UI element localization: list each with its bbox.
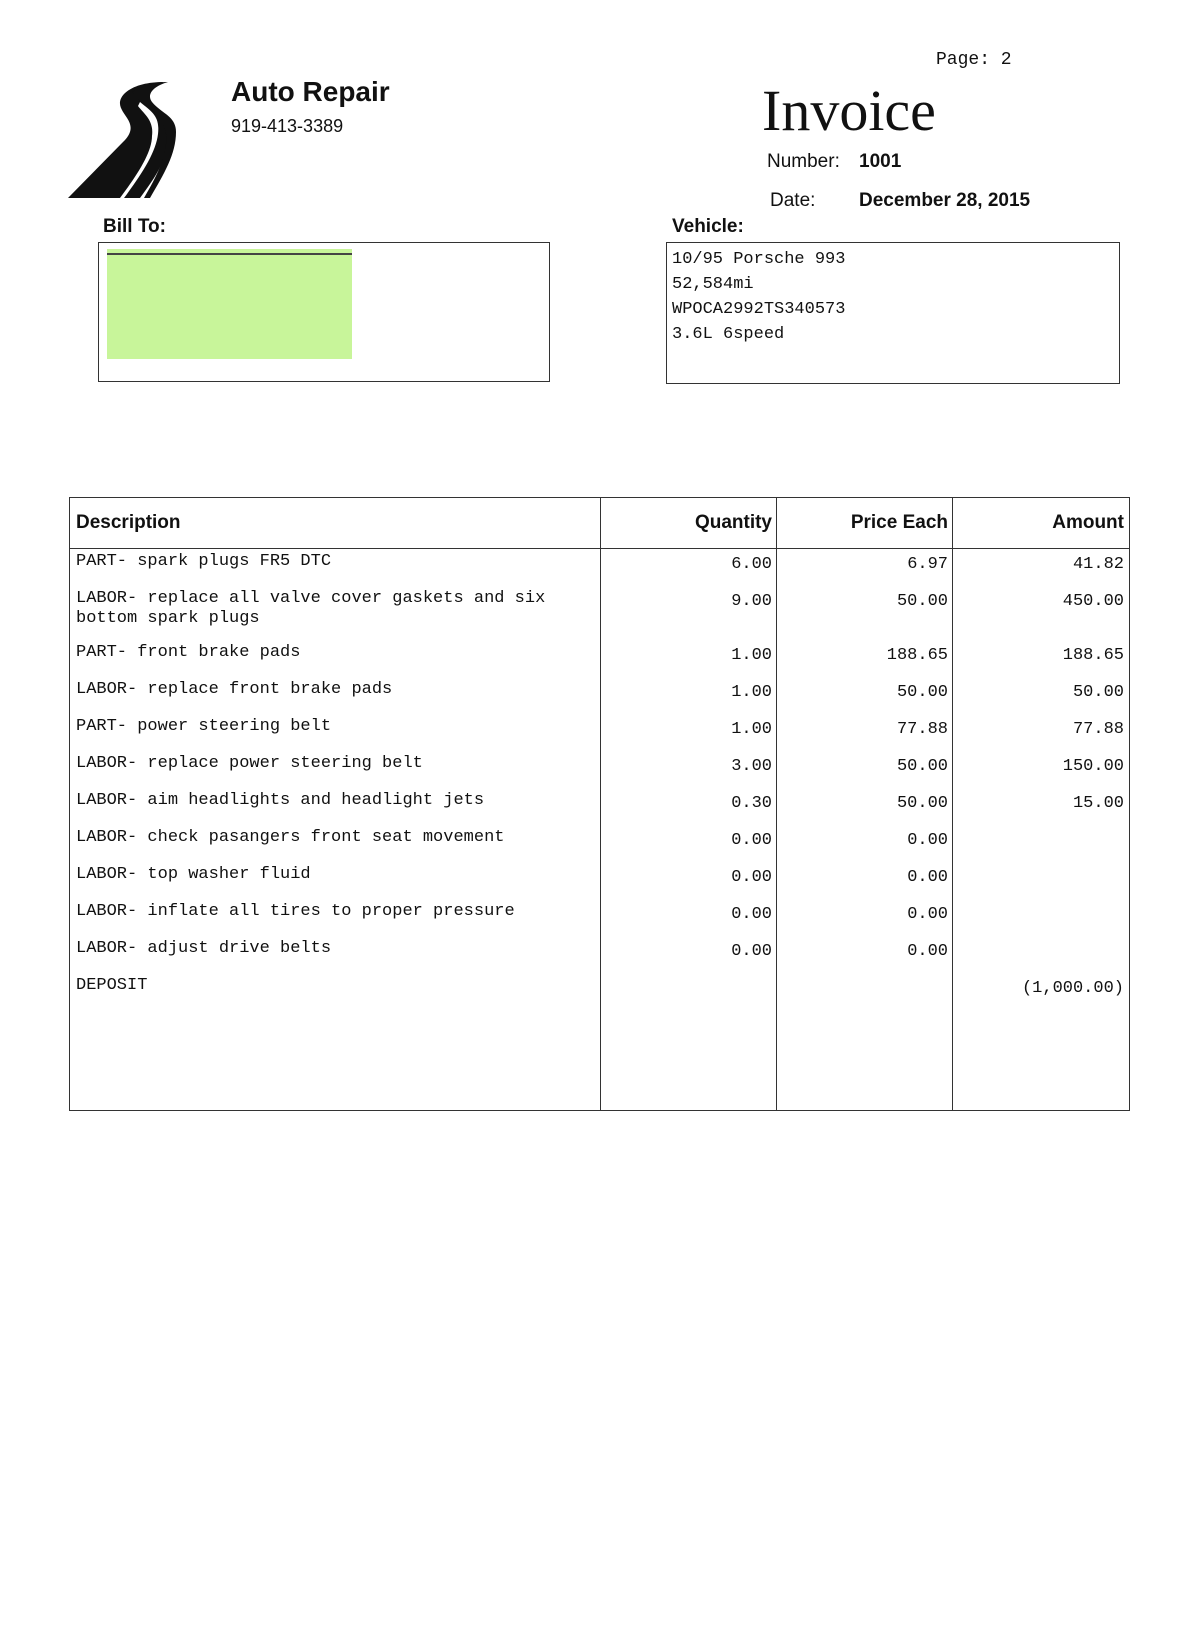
row-amount: 188.65 xyxy=(1062,646,1124,665)
header-divider xyxy=(70,548,1129,549)
row-quantity: 0.00 xyxy=(731,831,772,850)
row-price-each: 50.00 xyxy=(896,757,948,776)
row-amount: 50.00 xyxy=(1072,683,1124,702)
row-description: LABOR- replace all valve cover gaskets and six bottom spark plugs xyxy=(76,589,556,628)
row-amount: 41.82 xyxy=(1072,555,1124,574)
road-logo-icon xyxy=(68,82,212,198)
row-quantity: 1.00 xyxy=(731,683,772,702)
row-quantity: 0.00 xyxy=(731,868,772,887)
row-quantity: 0.00 xyxy=(731,905,772,924)
header-price-each: Price Each xyxy=(850,512,948,533)
vehicle-vin: WPOCA2992TS340573 xyxy=(672,300,846,319)
row-description: LABOR- aim headlights and headlight jets xyxy=(76,791,485,810)
row-price-each: 50.00 xyxy=(896,683,948,702)
row-description: LABOR- top washer fluid xyxy=(76,865,311,884)
page-number: Page: 2 xyxy=(936,50,1012,70)
bill-to-label: Bill To: xyxy=(103,216,166,237)
row-price-each: 0.00 xyxy=(907,905,948,924)
column-divider xyxy=(600,498,601,1110)
vehicle-box xyxy=(666,242,1120,384)
row-amount: (1,000.00) xyxy=(1021,979,1124,998)
row-price-each: 77.88 xyxy=(896,720,948,739)
header-quantity: Quantity xyxy=(694,512,772,533)
row-quantity: 3.00 xyxy=(731,757,772,776)
company-phone: 919-413-3389 xyxy=(231,116,344,136)
row-description: PART- power steering belt xyxy=(76,717,332,736)
row-description: LABOR- adjust drive belts xyxy=(76,939,332,958)
row-quantity: 1.00 xyxy=(731,720,772,739)
row-price-each: 50.00 xyxy=(896,794,948,813)
row-description: LABOR- replace front brake pads xyxy=(76,680,393,699)
row-quantity: 1.00 xyxy=(731,646,772,665)
vehicle-engine: 3.6L 6speed xyxy=(672,325,785,344)
redaction-highlight xyxy=(107,249,352,359)
invoice-date-label: Date: xyxy=(770,190,816,211)
row-description: PART- front brake pads xyxy=(76,643,301,662)
line-items-table xyxy=(69,497,1130,1111)
row-price-each: 0.00 xyxy=(907,831,948,850)
column-divider xyxy=(776,498,777,1110)
invoice-number-label: Number: xyxy=(767,151,840,172)
invoice-title: Invoice xyxy=(762,78,936,143)
row-quantity: 9.00 xyxy=(731,592,772,611)
redaction-line xyxy=(107,253,352,255)
column-divider xyxy=(952,498,953,1110)
row-price-each: 0.00 xyxy=(907,868,948,887)
row-amount: 15.00 xyxy=(1072,794,1124,813)
row-description: LABOR- check pasangers front seat movement xyxy=(76,828,505,847)
vehicle-mileage: 52,584mi xyxy=(672,275,754,294)
row-price-each: 0.00 xyxy=(907,942,948,961)
invoice-date-value: December 28, 2015 xyxy=(859,190,1031,211)
row-description: LABOR- inflate all tires to proper pressure xyxy=(76,902,515,921)
row-quantity: 0.30 xyxy=(731,794,772,813)
row-price-each: 188.65 xyxy=(886,646,948,665)
bill-to-box xyxy=(98,242,550,382)
company-name: Auto Repair xyxy=(231,76,390,107)
row-description: PART- spark plugs FR5 DTC xyxy=(76,552,332,571)
row-quantity: 6.00 xyxy=(731,555,772,574)
row-amount: 450.00 xyxy=(1062,592,1124,611)
row-price-each: 50.00 xyxy=(896,592,948,611)
row-amount: 77.88 xyxy=(1072,720,1124,739)
row-description: LABOR- replace power steering belt xyxy=(76,754,423,773)
vehicle-model: 10/95 Porsche 993 xyxy=(672,250,846,269)
invoice-number-value: 1001 xyxy=(859,151,902,172)
row-price-each: 6.97 xyxy=(907,555,948,574)
row-quantity: 0.00 xyxy=(731,942,772,961)
row-amount: 150.00 xyxy=(1062,757,1124,776)
row-description: DEPOSIT xyxy=(76,976,148,995)
header-amount: Amount xyxy=(1052,512,1124,533)
vehicle-label: Vehicle: xyxy=(672,216,744,237)
header-description: Description xyxy=(76,512,181,533)
